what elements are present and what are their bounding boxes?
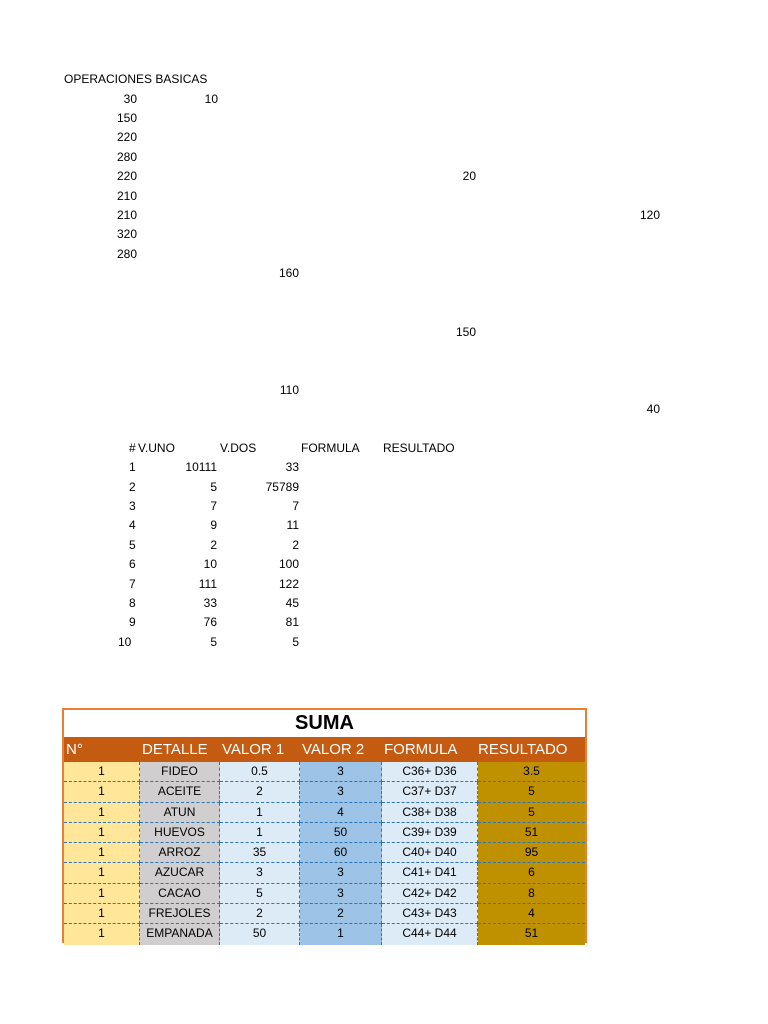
- ops-vdos: 81: [285, 615, 299, 629]
- column-a-cell: 280: [116, 150, 137, 164]
- table-row: [64, 843, 585, 863]
- formula-cell[interactable]: C44+ D44: [382, 924, 478, 944]
- suma-table: [62, 708, 587, 943]
- resultado-cell[interactable]: 5: [478, 803, 585, 823]
- column-a-cell: 280: [116, 247, 137, 261]
- column-a-cell: 210: [116, 189, 137, 203]
- n-cell[interactable]: 1: [64, 803, 140, 823]
- suma-header-row: [64, 737, 585, 762]
- ops-vuno: 33: [203, 596, 217, 610]
- ops-vuno: 7: [210, 499, 217, 513]
- n-cell[interactable]: 1: [64, 782, 140, 802]
- ops-vdos: 100: [278, 557, 299, 571]
- suma-title: SUMA: [295, 712, 354, 734]
- header-resultado[interactable]: RESULTADO: [478, 741, 568, 758]
- column-a-cell: 210: [116, 208, 137, 222]
- ops-row-number: 4: [129, 518, 136, 532]
- valor1-cell[interactable]: 35: [220, 843, 300, 863]
- n-cell[interactable]: 1: [64, 863, 140, 883]
- ops-header-resultado: RESULTADO: [383, 441, 455, 455]
- detalle-cell[interactable]: CACAO: [140, 884, 220, 904]
- detalle-cell[interactable]: ATUN: [140, 803, 220, 823]
- ops-row-number: 8: [129, 596, 136, 610]
- valor2-cell[interactable]: 3: [300, 782, 382, 802]
- n-cell[interactable]: 1: [64, 823, 140, 843]
- ops-header-formula: FORMULA: [301, 441, 360, 455]
- resultado-cell[interactable]: 51: [478, 823, 585, 843]
- ops-row-number: 5: [129, 538, 136, 552]
- ops-row-number: 9: [129, 615, 136, 629]
- table-row: [64, 762, 585, 782]
- ops-vdos: 11: [286, 518, 299, 532]
- valor2-cell[interactable]: 3: [300, 762, 382, 782]
- cell-value: 10: [204, 92, 218, 106]
- header-valor2[interactable]: VALOR 2: [302, 741, 365, 758]
- valor1-cell[interactable]: 0.5: [220, 762, 300, 782]
- table-row: [64, 803, 585, 823]
- n-cell[interactable]: 1: [64, 904, 140, 924]
- ops-header-vdos: V.DOS: [220, 441, 257, 455]
- table-row: [64, 782, 585, 802]
- valor2-cell[interactable]: 3: [300, 863, 382, 883]
- formula-cell[interactable]: C40+ D40: [382, 843, 478, 863]
- ops-vuno: 9: [210, 518, 217, 532]
- valor1-cell[interactable]: 1: [220, 823, 300, 843]
- detalle-cell[interactable]: AZUCAR: [140, 863, 220, 883]
- valor1-cell[interactable]: 5: [220, 884, 300, 904]
- cell-value: 120: [639, 208, 660, 222]
- header-n[interactable]: N°: [66, 741, 83, 758]
- valor2-cell[interactable]: 2: [300, 904, 382, 924]
- cell-value: 40: [646, 402, 660, 416]
- ops-vuno: 2: [210, 538, 217, 552]
- resultado-cell[interactable]: 95: [478, 843, 585, 863]
- valor1-cell[interactable]: 2: [220, 782, 300, 802]
- ops-row-number: 2: [129, 480, 136, 494]
- ops-row-number: 1: [129, 460, 136, 474]
- valor2-cell[interactable]: 4: [300, 803, 382, 823]
- ops-vuno: 5: [210, 480, 217, 494]
- ops-vdos: 122: [278, 577, 299, 591]
- column-a-cell: 320: [116, 227, 137, 241]
- n-cell[interactable]: 1: [64, 884, 140, 904]
- header-detalle[interactable]: DETALLE: [142, 741, 208, 758]
- detalle-cell[interactable]: FREJOLES: [140, 904, 220, 924]
- valor1-cell[interactable]: 3: [220, 863, 300, 883]
- formula-cell[interactable]: C36+ D36: [382, 762, 478, 782]
- ops-vuno: 76: [203, 615, 217, 629]
- valor1-cell[interactable]: 50: [220, 924, 300, 944]
- cell-value: 110: [279, 383, 299, 397]
- table-row: [64, 823, 585, 843]
- resultado-cell[interactable]: 3.5: [478, 762, 585, 782]
- n-cell[interactable]: 1: [64, 924, 140, 944]
- formula-cell[interactable]: C42+ D42: [382, 884, 478, 904]
- ops-vdos: 45: [285, 596, 299, 610]
- valor2-cell[interactable]: 1: [300, 924, 382, 944]
- cell-value: 20: [462, 169, 476, 183]
- column-a-cell: 150: [116, 111, 137, 125]
- formula-cell[interactable]: C37+ D37: [382, 782, 478, 802]
- valor2-cell[interactable]: 3: [300, 884, 382, 904]
- resultado-cell[interactable]: 5: [478, 782, 585, 802]
- resultado-cell[interactable]: 51: [478, 924, 585, 944]
- detalle-cell[interactable]: ACEITE: [140, 782, 220, 802]
- ops-vuno: 111: [198, 577, 217, 591]
- detalle-cell[interactable]: FIDEO: [140, 762, 220, 782]
- ops-vuno: 5: [210, 635, 217, 649]
- valor1-cell[interactable]: 1: [220, 803, 300, 823]
- table-row: [64, 924, 585, 944]
- cell-value: 150: [455, 325, 476, 339]
- ops-row-number: 10: [118, 635, 132, 649]
- cell-value: 160: [278, 266, 299, 280]
- header-valor1[interactable]: VALOR 1: [222, 741, 285, 758]
- ops-vdos: 2: [292, 538, 299, 552]
- table-row: [64, 904, 585, 924]
- detalle-cell[interactable]: HUEVOS: [140, 823, 220, 843]
- ops-header-vuno: V.UNO: [138, 441, 175, 455]
- ops-row-number: 7: [129, 577, 136, 591]
- sheet-title: OPERACIONES BASICAS: [64, 72, 208, 86]
- ops-vdos: 75789: [265, 480, 299, 494]
- resultado-cell[interactable]: 6: [478, 863, 585, 883]
- valor2-cell[interactable]: 60: [300, 843, 382, 863]
- table-row: [64, 863, 585, 883]
- resultado-cell[interactable]: 4: [478, 904, 585, 924]
- column-a-cell: 220: [116, 130, 137, 144]
- column-a-cell: 220: [116, 169, 137, 183]
- detalle-cell[interactable]: ARROZ: [140, 843, 220, 863]
- table-row: [64, 884, 585, 904]
- formula-cell[interactable]: C38+ D38: [382, 803, 478, 823]
- valor1-cell[interactable]: 2: [220, 904, 300, 924]
- formula-cell[interactable]: C39+ D39: [382, 823, 478, 843]
- formula-cell[interactable]: C43+ D43: [382, 904, 478, 924]
- ops-vuno: 10111: [185, 460, 217, 474]
- ops-row-number: 6: [129, 557, 136, 571]
- valor2-cell[interactable]: 50: [300, 823, 382, 843]
- n-cell[interactable]: 1: [64, 843, 140, 863]
- resultado-cell[interactable]: 8: [478, 884, 585, 904]
- ops-vdos: 7: [292, 499, 299, 513]
- ops-vuno: 10: [203, 557, 217, 571]
- ops-vdos: 33: [285, 460, 299, 474]
- formula-cell[interactable]: C41+ D41: [382, 863, 478, 883]
- header-formula[interactable]: FORMULA: [384, 741, 458, 758]
- n-cell[interactable]: 1: [64, 762, 140, 782]
- ops-header-hash: #: [129, 441, 136, 455]
- detalle-cell[interactable]: EMPANADA: [140, 924, 220, 944]
- ops-row-number: 3: [129, 499, 136, 513]
- ops-vdos: 5: [292, 635, 299, 649]
- suma-body: [64, 762, 585, 945]
- column-a-cell: 30: [123, 92, 137, 106]
